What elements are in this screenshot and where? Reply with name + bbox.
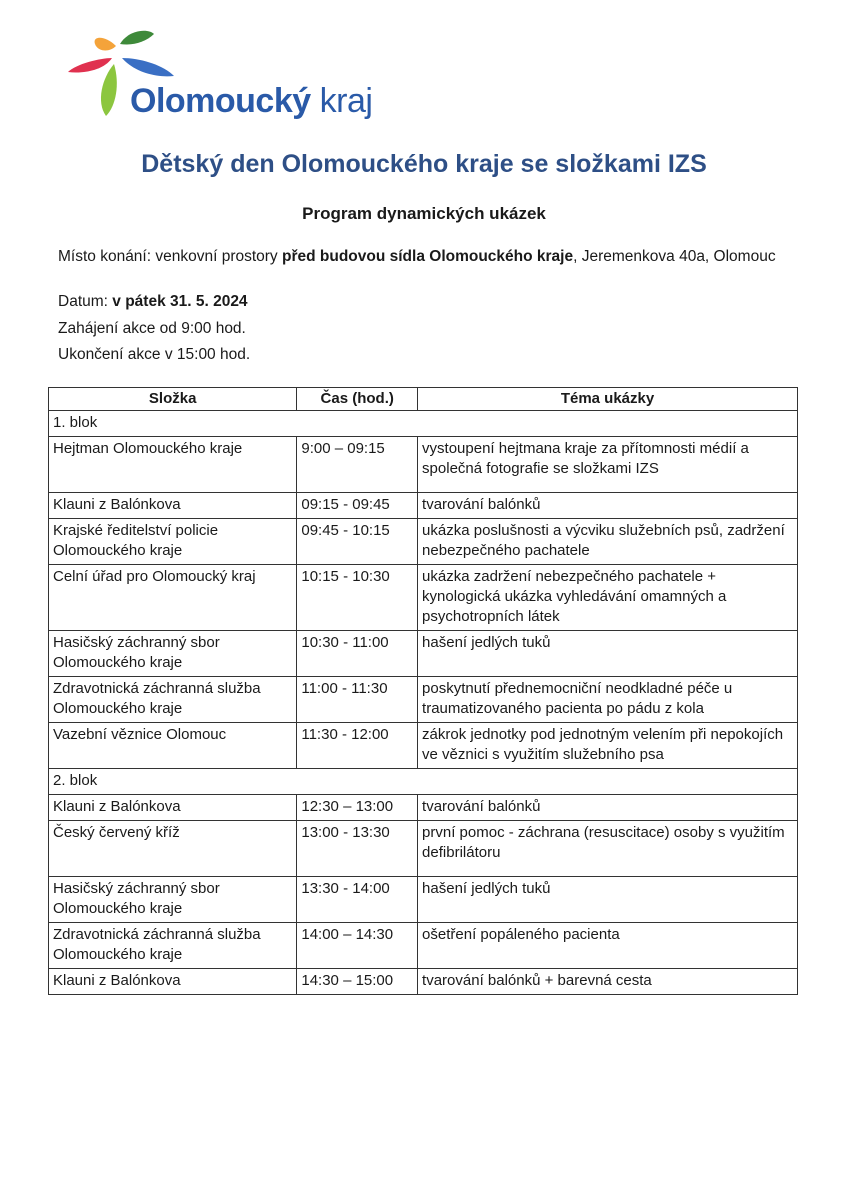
logo-petal-green	[120, 31, 154, 45]
cell-time: 12:30 – 13:00	[297, 795, 418, 821]
cell-time: 10:15 - 10:30	[297, 565, 418, 631]
table-row	[49, 677, 798, 723]
table-row	[49, 437, 798, 493]
cell-topic: ukázka poslušnosti a výcviku služebních psů, zadržení nebezpečného pachatele	[418, 519, 798, 565]
table-row	[49, 631, 798, 677]
cell-topic: vystoupení hejtmana kraje za přítomnosti médií a společná fotografie se složkami IZS	[418, 437, 798, 493]
cell-topic: zákrok jednotky pod jednotným velením při nepokojích ve věznici s využitím služebního psa	[418, 723, 798, 769]
cell-time: 13:30 - 14:00	[297, 877, 418, 923]
block-row	[49, 769, 798, 795]
table-row	[49, 565, 798, 631]
program-table	[48, 387, 798, 995]
cell-time: 9:00 – 09:15	[297, 437, 418, 493]
cell-unit: Hasičský záchranný sbor Olomouckého kraje	[49, 877, 297, 923]
cell-unit: Klauni z Balónkova	[49, 493, 297, 519]
logo-petal-orange	[95, 38, 116, 51]
event-end: Ukončení akce v 15:00 hod.	[58, 346, 251, 363]
header-time: Čas (hod.)	[297, 388, 418, 411]
olomoucky-kraj-logo	[62, 28, 382, 128]
page-title: Dětský den Olomouckého kraje se složkami IZS	[141, 150, 707, 178]
cell-time: 14:00 – 14:30	[297, 923, 418, 969]
event-start: Zahájení akce od 9:00 hod.	[58, 320, 246, 337]
place-bold: před budovou sídla Olomouckého kraje	[282, 248, 574, 265]
cell-unit: Klauni z Balónkova	[49, 969, 297, 995]
header-unit: Složka	[49, 388, 297, 411]
cell-time: 13:00 - 13:30	[297, 821, 418, 877]
block-label: 2. blok	[49, 769, 798, 795]
table-header-row	[49, 388, 798, 411]
cell-time: 11:30 - 12:00	[297, 723, 418, 769]
logo-petal-lime	[101, 64, 117, 116]
logo-name-bold: Olomoucký	[130, 82, 311, 120]
logo-name-light: kraj	[319, 82, 373, 120]
event-date	[58, 291, 798, 312]
block-row	[49, 411, 798, 437]
cell-topic: tvarování balónků	[418, 795, 798, 821]
logo-petal-red	[68, 58, 112, 72]
table-row	[49, 493, 798, 519]
cell-time: 09:15 - 09:45	[297, 493, 418, 519]
table-row	[49, 923, 798, 969]
cell-topic: první pomoc - záchrana (resuscitace) osoby s využitím defibrilátoru	[418, 821, 798, 877]
cell-topic: ukázka zadržení nebezpečného pachatele + kynologická ukázka vyhledávání omamných a psychotropních látek	[418, 565, 798, 631]
cell-topic: ošetření popáleného pacienta	[418, 923, 798, 969]
cell-unit: Celní úřad pro Olomoucký kraj	[49, 565, 297, 631]
table-row	[49, 723, 798, 769]
cell-topic: tvarování balónků + barevná cesta	[418, 969, 798, 995]
table-row	[49, 795, 798, 821]
cell-unit: Hejtman Olomouckého kraje	[49, 437, 297, 493]
cell-time: 14:30 – 15:00	[297, 969, 418, 995]
table-row	[49, 519, 798, 565]
cell-unit: Klauni z Balónkova	[49, 795, 297, 821]
cell-unit: Zdravotnická záchranná služba Olomouckého kraje	[49, 677, 297, 723]
cell-topic: tvarování balónků	[418, 493, 798, 519]
table-row	[49, 969, 798, 995]
page-subtitle: Program dynamických ukázek	[302, 204, 546, 223]
cell-time: 10:30 - 11:00	[297, 631, 418, 677]
cell-topic: hašení jedlých tuků	[418, 877, 798, 923]
date-label: Datum:	[58, 293, 113, 310]
date-value: v pátek 31. 5. 2024	[112, 293, 248, 310]
table-row	[49, 821, 798, 877]
cell-topic: poskytnutí přednemocniční neodkladné péče u traumatizovaného pacienta po pádu z kola	[418, 677, 798, 723]
cell-unit: Krajské ředitelství policie Olomouckého kraje	[49, 519, 297, 565]
cell-time: 09:45 - 10:15	[297, 519, 418, 565]
table-row	[49, 877, 798, 923]
logo-wordmark	[130, 82, 372, 121]
place-rest: , Jeremenkova 40a, Olomouc	[573, 248, 776, 265]
cell-time: 11:00 - 11:30	[297, 677, 418, 723]
cell-unit: Vazební věznice Olomouc	[49, 723, 297, 769]
event-place	[58, 246, 798, 267]
cell-topic: hašení jedlých tuků	[418, 631, 798, 677]
cell-unit: Hasičský záchranný sbor Olomouckého kraje	[49, 631, 297, 677]
cell-unit: Český červený kříž	[49, 821, 297, 877]
logo-petal-blue	[122, 58, 174, 76]
cell-unit: Zdravotnická záchranná služba Olomouckého kraje	[49, 923, 297, 969]
block-label: 1. blok	[49, 411, 798, 437]
place-label: Místo konání: venkovní prostory	[58, 248, 282, 265]
header-topic: Téma ukázky	[418, 388, 798, 411]
